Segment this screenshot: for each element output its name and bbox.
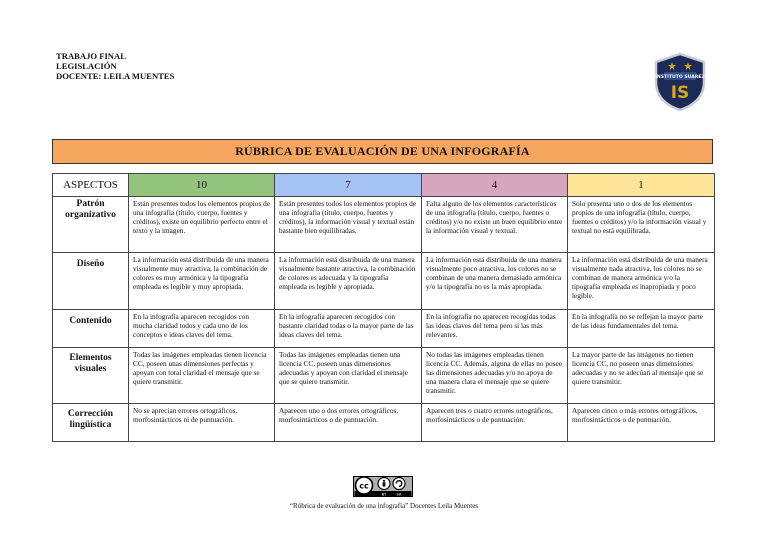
rubric-cell: La información está distribuida de una manera visualmente poco atractiva, los colores no se combinan de una manera demasiado armónica y/o la tipografía no es la más apropiada. <box>422 253 568 310</box>
cc-by-sa-icon <box>353 476 413 497</box>
document-header <box>56 51 174 82</box>
shield-logo-icon <box>650 52 710 112</box>
rubric-cell: Aparecen uno o dos errores ortográficos, morfosintácticos o de puntuación. <box>275 404 422 442</box>
header-line-subject: LEGISLACIÓN <box>56 61 117 72</box>
rubric-cell: Aparecen cinco o más errores ortográficos, morfosintácticos o de puntuación. <box>568 404 715 442</box>
rubric-cell: Falta alguno de los elementos característicos de una infografía (título, cuerpo, fuentes o créditos) y/o no existe un buen equilibrio entre la información visual y textual. <box>422 197 568 253</box>
by-mark: BY <box>381 491 387 497</box>
logo-ring-text: INSTITUTO SUAREZ <box>655 75 705 80</box>
table-row <box>53 310 715 348</box>
table-row <box>53 348 715 404</box>
rubric-cell: Están presentes todos los elementos propios de una infografía (título, cuerpo, fuentes y créditos), existe un equilibrio perfecto entre el texto y la imagen. <box>129 197 275 253</box>
rubric-cell: Están presentes todos los elementos propios de una infografía (título, cuerpo, fuentes y créditos), la información visual y textual están bastante bien equilibradas. <box>275 197 422 253</box>
rubric-cell: Aparecen tres o cuatro errores ortográficos, morfosintácticos o de puntuación. <box>422 404 568 442</box>
table-row <box>53 404 715 442</box>
header-aspectos: ASPECTOS <box>53 174 129 197</box>
header-score-10: 10 <box>129 174 275 197</box>
rubric-cell: En la infografía no aparecen recogidas todas las ideas claves del tema pero sí las más relevantes. <box>422 310 568 348</box>
rubric-cell: En la infografía aparecen recogidos con mucha claridad todos y cada uno de los conceptos e ideas claves del tema. <box>129 310 275 348</box>
cc-mark: cc <box>359 481 369 491</box>
rubric-cell: Todas las imágenes empleadas tienen una licencia CC, poseen unas dimensiones adecuadas y apoyan con claridad el mensaje que se quiere transmitir. <box>275 348 422 404</box>
institute-logo <box>650 52 710 112</box>
row-aspect-label: Diseño <box>53 253 129 310</box>
header-score-4: 4 <box>422 174 568 197</box>
rubric-table <box>52 173 715 442</box>
row-aspect-label: Corrección lingüística <box>53 404 129 442</box>
rubric-cell: En la infografía aparecen recogidos con bastante claridad todas o la mayor parte de las ideas claves del tema. <box>275 310 422 348</box>
header-line-teacher: DOCENTE: LEILA MUENTES <box>56 71 175 82</box>
row-aspect-label: Contenido <box>53 310 129 348</box>
footer-caption: “Rúbrica de evaluación de una infografía” Docentes Leila Muentes <box>289 502 479 510</box>
rubric-header-row <box>53 174 715 197</box>
sa-mark: SA <box>396 491 402 497</box>
rubric-cell: La mayor parte de las imágenes no tienen licencia CC, no poseen unas dimensiones adecuadas y no se adecúan al mensaje que se quiere transmitir. <box>568 348 715 404</box>
rubric-cell: La información está distribuida de una manera visualmente muy atractiva, la combinación de colores es muy armónica y la tipografía empleada es legible y muy apropiada. <box>129 253 275 310</box>
row-aspect-label: Elementos visuales <box>53 348 129 404</box>
logo-initials: IS <box>670 83 690 103</box>
rubric-cell: En la infografía no se reflejan la mayor parte de las ideas fundamentales del tema. <box>568 310 715 348</box>
header-score-7: 7 <box>275 174 422 197</box>
rubric-cell: Todas las imágenes empleadas tienen licencia CC, poseen unas dimensiones perfectas y apoyan con total claridad el mensaje que se quiere transmitir. <box>129 348 275 404</box>
header-score-1: 1 <box>568 174 715 197</box>
rubric-cell: Solo presenta uno o dos de los elementos propios de una infografía (título, cuerpo, fuentes o créditos) y/o la información visual y textual no está equilibrada. <box>568 197 715 253</box>
rubric-cell: La información está distribuida de una manera visualmente nada atractiva, los colores no se combinan de manera armónica y/o la tipografía empleada es inapropiada y poco legible. <box>568 253 715 310</box>
header-line-course: TRABAJO FINAL <box>56 51 126 61</box>
creative-commons-badge <box>353 476 413 497</box>
rubric-cell: No todas las imágenes empleadas tienen licencia CC. Además, alguna de ellas no posee las dimensiones adecuadas y/o no apoya de una manera clara el mensaje que se quiere transmitir. <box>422 348 568 404</box>
table-row <box>53 253 715 310</box>
row-aspect-label: Patrón organizativo <box>53 197 129 253</box>
rubric-cell: No se aprecian errores ortográficos, morfosintácticos ni de puntuación. <box>129 404 275 442</box>
rubric-cell: La información está distribuida de una manera visualmente bastante atractiva, la combinación de colores es adecuada y la tipografía empleada es legible y apropiada. <box>275 253 422 310</box>
table-row <box>53 197 715 253</box>
rubric-title: RÚBRICA DE EVALUACIÓN DE UNA INFOGRAFÍA <box>52 139 713 164</box>
